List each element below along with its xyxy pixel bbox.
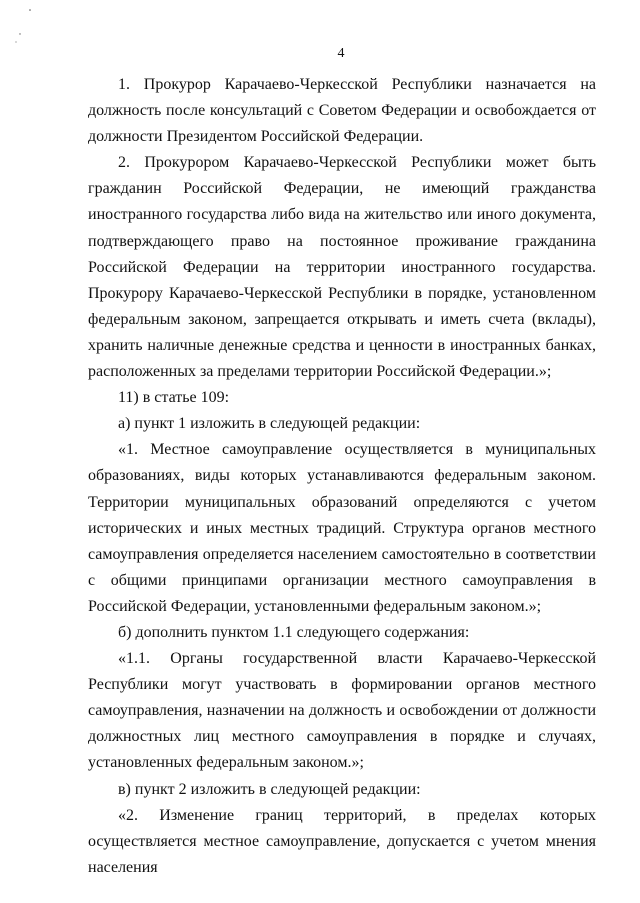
paragraph-clause-1-1: «1.1. Органы государственной власти Карачаево-Черкесской Республики могут участвовать в формировании органов местного самоуправления, назначении на должность и освобождении от должности должностных лиц местного самоуправления в порядке и случаях, установленных федеральным законом.»;	[88, 650, 596, 772]
paragraph-item-v: в) пункт 2 изложить в следующей редакции:	[118, 780, 421, 798]
scan-specks	[14, 6, 34, 46]
paragraph-clause-2: «2. Изменение границ территорий, в пределах которых осуществляется местное самоуправление, допускается с учетом мнения населения	[88, 806, 596, 876]
paragraph-local-self-government: «1. Местное самоуправление осуществляется в муниципальных образованиях, виды которых устанавливаются федеральным законом. Территории муниципальных образований определяются с учетом исторических и иных местных традиций. Структура органов местного самоуправления определяется населением самостоятельно в соответствии с общими принципами организации местного самоуправления в Российской Федерации, установленными федеральным законом.»;	[88, 441, 596, 615]
paragraph-item-b: б) дополнить пунктом 1.1 следующего содержания:	[118, 623, 470, 641]
paragraph-prosecutor-requirements: 2. Прокурором Карачаево-Черкесской Республики может быть гражданин Российской Федерации, не имеющий гражданства иностранного государства либо вида на жительство или иного документа, подтверждающего право на постоянное проживание гражданина Российской Федерации на территории иностранного государства. Прокурору Карачаево-Черкесской Республики в порядке, установленном федеральным законом, запрещается открывать и иметь счета (вклады), хранить наличные денежные средства и ценности в иностранных банках, расположенных за пределами территории Российской Федерации.»;	[88, 154, 596, 381]
paragraph-prosecutor-appointment: 1. Прокурор Карачаево-Черкесской Республики назначается на должность после консультаций с Советом Федерации и освобождается от должности Президентом Российской Федерации.	[88, 76, 596, 146]
page-number: 4	[337, 46, 345, 61]
document-body	[88, 72, 596, 881]
paragraph-item-a: а) пункт 1 изложить в следующей редакции:	[118, 415, 421, 433]
paragraph-article-109: 11) в статье 109:	[118, 389, 230, 407]
